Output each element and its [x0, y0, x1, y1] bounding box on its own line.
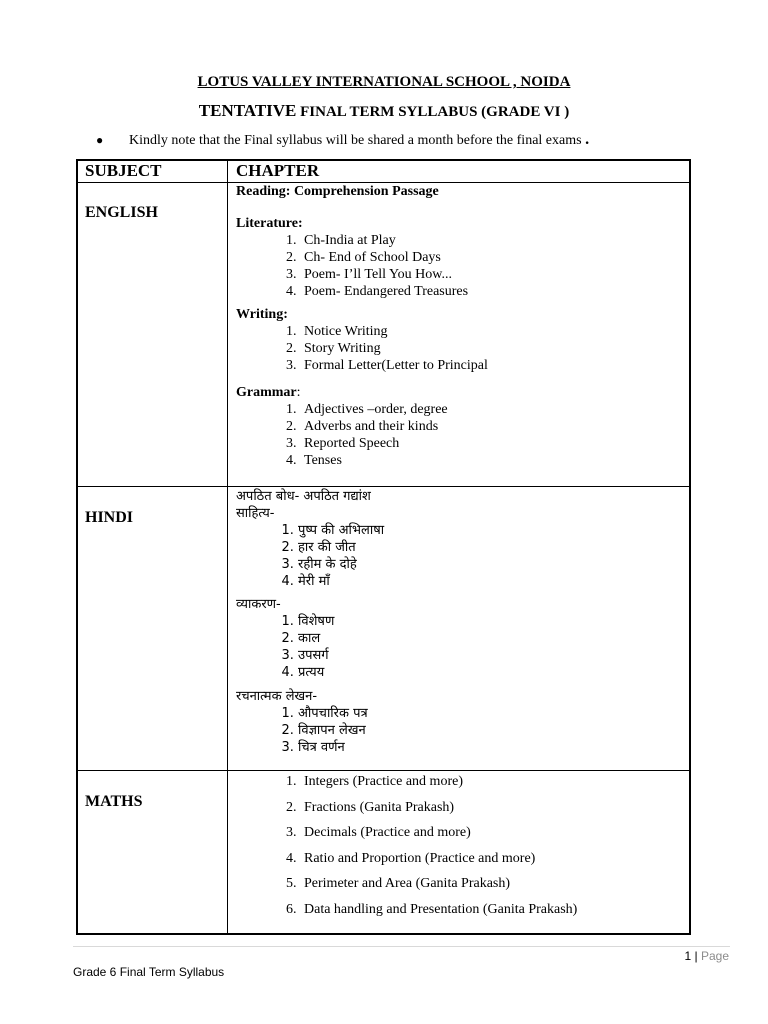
- subject-hindi: HINDI: [85, 509, 134, 526]
- table-border-top: [76, 159, 691, 161]
- column-header-chapter: CHAPTER: [236, 161, 320, 180]
- syllabus-table: [76, 159, 691, 935]
- hindi-grammar-label: व्याकरण-: [236, 597, 281, 612]
- table-border-right: [689, 159, 691, 935]
- title-first-word: TENTATIVE: [198, 101, 297, 120]
- note-period: .: [585, 131, 590, 148]
- list-item: 1. विशेषण: [298, 613, 676, 630]
- hindi-writing-label: रचनात्मक लेखन-: [236, 689, 318, 704]
- list-item: 2. Ch- End of School Days: [300, 249, 676, 266]
- list-item: 3. Reported Speech: [300, 435, 676, 452]
- note-text: Kindly note that the Final syllabus will be shared a month before the final exams: [129, 133, 582, 148]
- list-item: 5. Perimeter and Area (Ganita Prakash): [300, 871, 676, 897]
- english-chapters: [236, 184, 676, 469]
- list-item: 1. Adjectives –order, degree: [300, 401, 676, 418]
- english-writing-list: [236, 323, 676, 374]
- list-item: 4. Poem- Endangered Treasures: [300, 283, 676, 300]
- english-writing-label: Writing:: [236, 307, 288, 322]
- hindi-writing-list: [236, 705, 676, 756]
- page-label: Page: [700, 949, 729, 963]
- table-column-divider: [227, 159, 228, 935]
- list-item: 3. Poem- I’ll Tell You How...: [300, 266, 676, 283]
- list-item: 1. Integers (Practice and more): [300, 769, 676, 795]
- table-row-divider: [76, 486, 691, 487]
- list-item: 1. पुष्प की अभिलाषा: [298, 522, 676, 539]
- bullet-icon: ●: [96, 133, 104, 147]
- hindi-grammar-list: [236, 613, 676, 681]
- list-item: 3. उपसर्ग: [298, 647, 676, 664]
- list-item: 2. विज्ञापन लेखन: [298, 722, 676, 739]
- subject-english: ENGLISH: [85, 204, 158, 221]
- table-border-bottom: [76, 933, 691, 935]
- footer-document-name: Grade 6 Final Term Syllabus: [73, 965, 225, 979]
- list-item: 3. चित्र वर्णन: [298, 739, 676, 756]
- subject-maths: MATHS: [85, 793, 143, 810]
- list-item: 4. Ratio and Proportion (Practice and more): [300, 846, 676, 872]
- list-item: 3. Decimals (Practice and more): [300, 820, 676, 846]
- school-name: LOTUS VALLEY INTERNATIONAL SCHOOL , NOIDA: [197, 74, 571, 90]
- list-item: 1. Ch-India at Play: [300, 232, 676, 249]
- maths-chapters: [236, 769, 676, 922]
- list-item: 2. Story Writing: [300, 340, 676, 357]
- table-row-divider: [76, 182, 691, 183]
- english-grammar-heading: [236, 383, 676, 401]
- list-item: 4. Tenses: [300, 452, 676, 469]
- list-item: 4. प्रत्यय: [298, 664, 676, 681]
- list-item: 2. Adverbs and their kinds: [300, 418, 676, 435]
- list-item: 6. Data handling and Presentation (Ganita Prakash): [300, 897, 676, 923]
- hindi-reading: अपठित बोध- अपठित गद्यांश: [236, 489, 371, 504]
- list-item: 2. हार की जीत: [298, 539, 676, 556]
- maths-chapter-list: [236, 769, 676, 922]
- english-grammar-list: [236, 401, 676, 469]
- table-border-left: [76, 159, 78, 935]
- page-number: [684, 949, 729, 963]
- list-item: 2. काल: [298, 630, 676, 647]
- list-item: 1. औपचारिक पत्र: [298, 705, 676, 722]
- list-item: 4. मेरी माँ: [298, 573, 676, 590]
- page-number-value: 1: [684, 949, 692, 963]
- english-literature-list: [236, 232, 676, 300]
- syllabus-note: [96, 131, 589, 149]
- grammar-colon: :: [296, 385, 301, 400]
- hindi-chapters: [236, 488, 676, 756]
- page-separator: |: [694, 949, 698, 963]
- english-reading: Reading: Comprehension Passage: [236, 184, 439, 199]
- list-item: 3. रहीम के दोहे: [298, 556, 676, 573]
- list-item: 2. Fractions (Ganita Prakash): [300, 795, 676, 821]
- hindi-literature-list: [236, 522, 676, 590]
- column-header-subject: SUBJECT: [85, 161, 162, 180]
- list-item: 1. Notice Writing: [300, 323, 676, 340]
- list-item: 3. Formal Letter(Letter to Principal: [300, 357, 676, 374]
- hindi-literature-label: साहित्य-: [236, 506, 275, 521]
- english-grammar-label: Grammar: [236, 385, 297, 400]
- english-literature-label: Literature:: [236, 216, 303, 231]
- title-rest: FINAL TERM SYLLABUS (GRADE VI ): [300, 104, 570, 120]
- document-title: [0, 101, 768, 121]
- footer-divider: [73, 946, 730, 947]
